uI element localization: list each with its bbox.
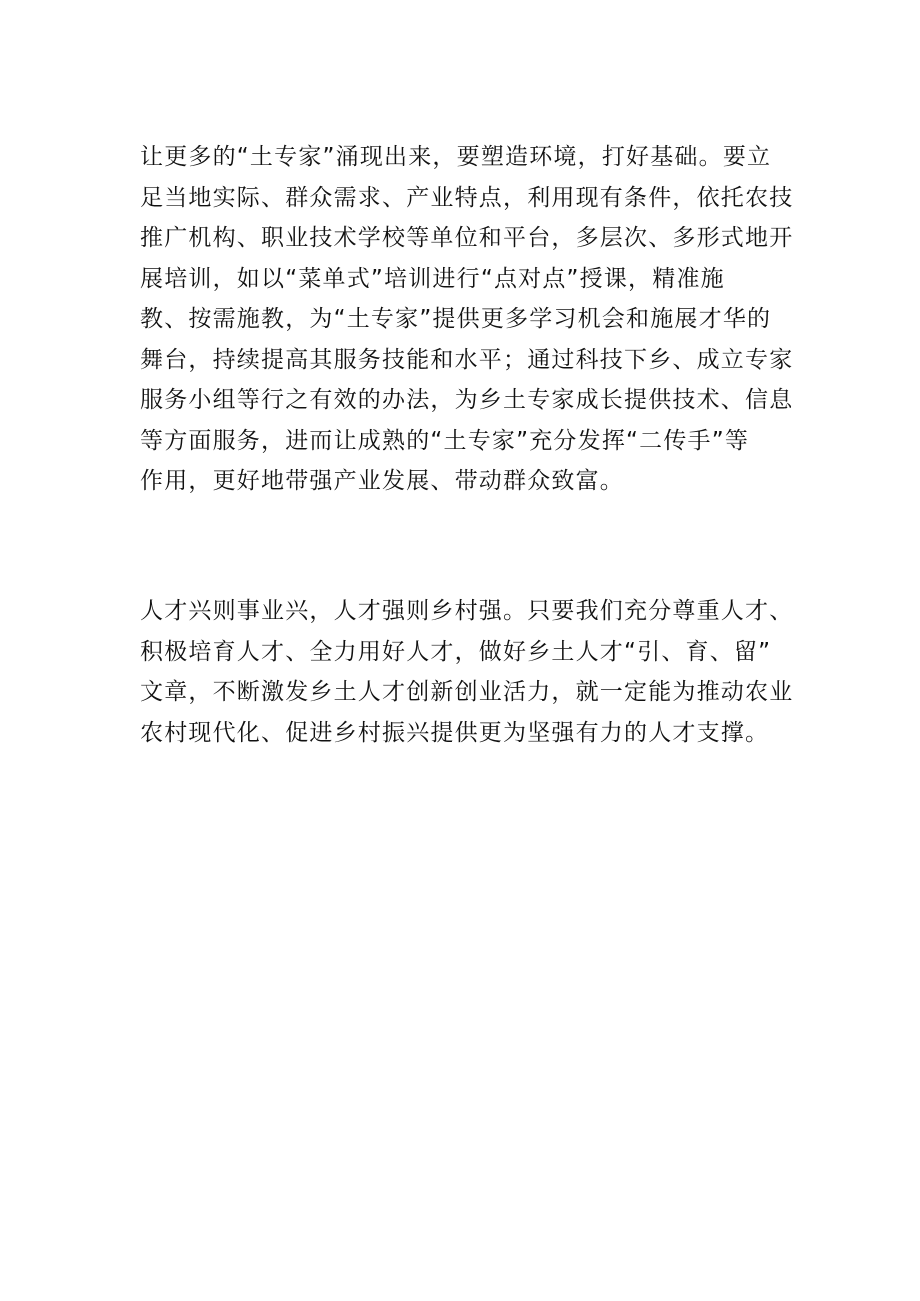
text-line: 作用，更好地带强产业发展、带动群众致富。 <box>140 468 624 494</box>
text-line: 让更多的“土专家”涌现出来，要塑造环境，打好基础。要立 <box>140 144 772 170</box>
text-line: 积极培育人才、全力用好人才，做好乡土人才“引、育、留” <box>140 638 772 665</box>
text-line: 人才兴则事业兴，人才强则乡村强。只要我们充分尊重人才、 <box>140 598 794 624</box>
paragraph-cultivation <box>140 137 794 502</box>
text-line: 服务小组等行之有效的办法，为乡土专家成长提供技术、信息 <box>140 387 794 413</box>
text-line: 等方面服务，进而让成熟的“土专家”充分发挥“二传手”等 <box>140 427 750 454</box>
text-line: 推广机构、职业技术学校等单位和平台，多层次、多形式地开 <box>140 225 794 251</box>
text-line: 教、按需施教，为“土专家”提供更多学习机会和施展才华的 <box>140 306 772 332</box>
text-line: 文章，不断激发乡土人才创新创业活力，就一定能为推动农业 <box>140 679 794 705</box>
paragraph-conclusion <box>140 591 794 753</box>
text-line: 足当地实际、群众需求、产业特点，利用现有条件，依托农技 <box>140 184 794 211</box>
text-line: 展培训，如以“菜单式”培训进行“点对点”授课，精准施 <box>140 265 725 292</box>
text-line: 舞台，持续提高其服务技能和水平；通过科技下乡、成立专家 <box>140 346 794 373</box>
text-line: 农村现代化、促进乡村振兴提供更为坚强有力的人才支撑。 <box>140 719 770 746</box>
